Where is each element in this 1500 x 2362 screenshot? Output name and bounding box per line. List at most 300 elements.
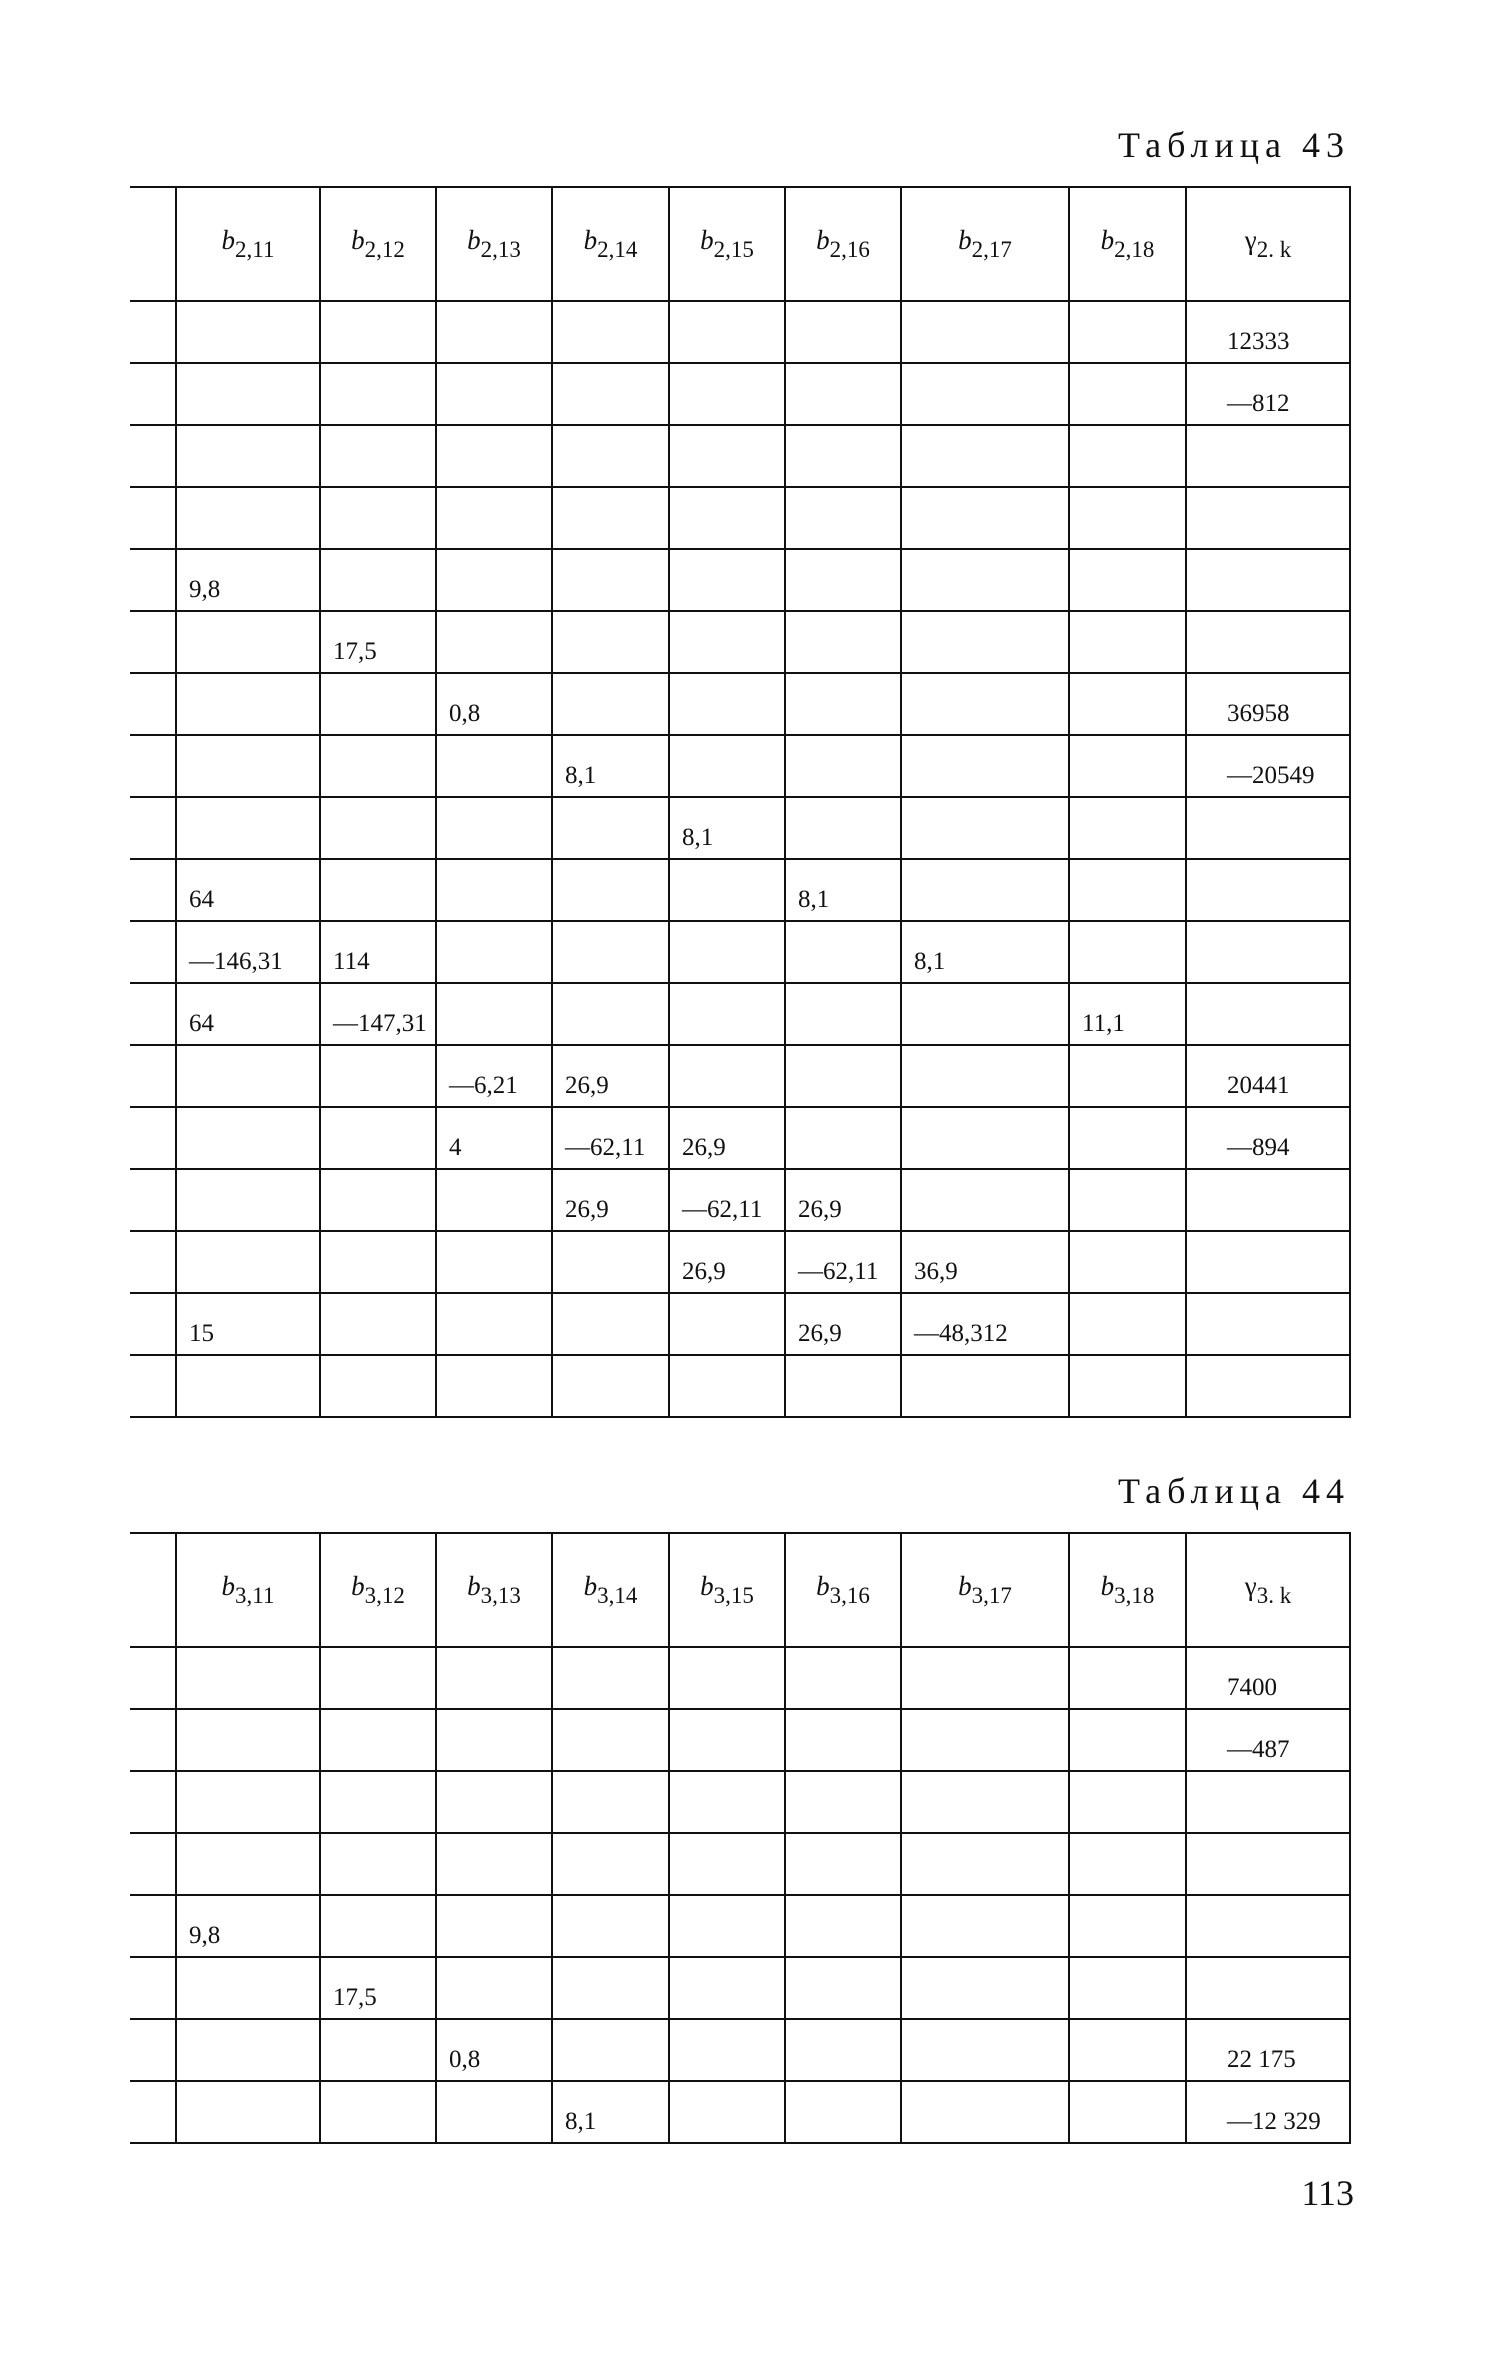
coefficient-cell — [901, 1045, 1069, 1107]
coefficient-cell — [552, 1709, 669, 1771]
coefficient-cell — [552, 859, 669, 921]
coefficient-cell — [552, 487, 669, 549]
coefficient-cell — [552, 1957, 669, 2019]
table-row — [130, 363, 1350, 425]
column-header-index: 3,11 — [235, 1583, 275, 1608]
coefficient-cell: 64 — [176, 859, 320, 921]
gamma-cell — [1186, 1169, 1350, 1231]
coefficient-cell — [320, 2019, 436, 2081]
coefficient-cell — [320, 1833, 436, 1895]
coefficient-cell — [785, 921, 901, 983]
column-header — [1069, 1533, 1186, 1647]
row-spacer — [130, 1231, 176, 1293]
coefficient-cell — [320, 673, 436, 735]
coefficient-cell — [1069, 1957, 1186, 2019]
coefficient-cell — [436, 301, 552, 363]
coefficient-cell — [1069, 1293, 1186, 1355]
coefficient-cell — [669, 2081, 785, 2143]
coefficient-cell — [785, 1107, 901, 1169]
coefficient-cell — [901, 673, 1069, 735]
gamma-cell — [1186, 1231, 1350, 1293]
header-spacer — [130, 187, 176, 301]
coefficient-cell — [436, 549, 552, 611]
coefficient-cell — [1069, 1169, 1186, 1231]
row-spacer — [130, 363, 176, 425]
coefficient-cell — [901, 983, 1069, 1045]
row-spacer — [130, 1169, 176, 1231]
coefficient-cell — [1069, 1709, 1186, 1771]
table-row — [130, 1293, 1350, 1355]
coefficient-cell — [176, 1107, 320, 1169]
coefficient-cell — [176, 487, 320, 549]
column-header — [669, 1533, 785, 1647]
coefficient-cell — [785, 1709, 901, 1771]
coefficient-cell — [901, 1895, 1069, 1957]
row-spacer — [130, 1709, 176, 1771]
table-row — [130, 1355, 1350, 1417]
coefficient-cell: 36,9 — [901, 1231, 1069, 1293]
gamma-cell: 12333 — [1186, 301, 1350, 363]
coefficient-cell — [320, 1169, 436, 1231]
gamma-cell — [1186, 487, 1350, 549]
table-row — [130, 1895, 1350, 1957]
coefficient-cell — [669, 2019, 785, 2081]
coefficient-cell — [176, 425, 320, 487]
coefficient-cell — [669, 1647, 785, 1709]
table-row — [130, 1231, 1350, 1293]
coefficient-cell — [552, 1355, 669, 1417]
coefficient-cell — [669, 673, 785, 735]
column-header — [785, 187, 901, 301]
coefficient-cell — [436, 735, 552, 797]
coefficient-cell — [176, 2081, 320, 2143]
gamma-cell — [1186, 859, 1350, 921]
gamma-cell — [1186, 549, 1350, 611]
coefficient-cell — [901, 1355, 1069, 1417]
table-44 — [130, 1532, 1351, 2144]
row-spacer — [130, 1647, 176, 1709]
row-spacer — [130, 2019, 176, 2081]
coefficient-cell — [669, 859, 785, 921]
coefficient-cell — [320, 301, 436, 363]
column-header-symbol: b — [351, 225, 365, 255]
coefficient-cell — [785, 549, 901, 611]
coefficient-cell — [785, 1833, 901, 1895]
gamma-cell: —812 — [1186, 363, 1350, 425]
table-row — [130, 549, 1350, 611]
coefficient-cell — [552, 549, 669, 611]
coefficient-cell — [552, 797, 669, 859]
coefficient-cell — [552, 2019, 669, 2081]
coefficient-cell — [552, 425, 669, 487]
column-header-index: 2,18 — [1114, 237, 1155, 262]
gamma-cell: —894 — [1186, 1107, 1350, 1169]
coefficient-cell — [901, 797, 1069, 859]
row-spacer — [130, 859, 176, 921]
coefficient-cell — [320, 425, 436, 487]
table-row — [130, 1107, 1350, 1169]
table-header-row — [130, 187, 1350, 301]
coefficient-cell — [669, 1771, 785, 1833]
coefficient-cell — [1069, 1895, 1186, 1957]
coefficient-cell: —147,31 — [320, 983, 436, 1045]
coefficient-cell — [552, 1771, 669, 1833]
gamma-cell: 36958 — [1186, 673, 1350, 735]
table-row — [130, 859, 1350, 921]
table-row — [130, 301, 1350, 363]
coefficient-cell — [176, 1355, 320, 1417]
coefficient-cell — [320, 487, 436, 549]
coefficient-cell — [320, 1045, 436, 1107]
coefficient-cell — [552, 673, 669, 735]
row-spacer — [130, 1771, 176, 1833]
coefficient-cell — [320, 1895, 436, 1957]
coefficient-cell — [785, 425, 901, 487]
row-spacer — [130, 673, 176, 735]
coefficient-cell — [1069, 549, 1186, 611]
column-header — [669, 187, 785, 301]
coefficient-cell — [669, 1833, 785, 1895]
column-header-index: 2,16 — [829, 237, 870, 262]
coefficient-cell — [1069, 611, 1186, 673]
coefficient-cell — [901, 1169, 1069, 1231]
row-spacer — [130, 2081, 176, 2143]
coefficient-cell — [320, 363, 436, 425]
coefficient-cell — [1069, 301, 1186, 363]
table-row — [130, 487, 1350, 549]
gamma-cell — [1186, 1293, 1350, 1355]
coefficient-cell — [436, 363, 552, 425]
column-header-index: 2,17 — [971, 237, 1012, 262]
gamma-cell — [1186, 797, 1350, 859]
coefficient-cell — [669, 1709, 785, 1771]
coefficient-cell — [436, 1771, 552, 1833]
row-spacer — [130, 1833, 176, 1895]
coefficient-cell — [785, 1895, 901, 1957]
coefficient-cell — [901, 611, 1069, 673]
coefficient-cell — [785, 983, 901, 1045]
column-header-index: 3,16 — [829, 1583, 870, 1608]
coefficient-cell — [785, 363, 901, 425]
column-header-symbol: b — [700, 225, 714, 255]
gamma-cell — [1186, 425, 1350, 487]
coefficient-cell — [1069, 363, 1186, 425]
coefficient-cell — [552, 363, 669, 425]
coefficient-cell — [901, 1709, 1069, 1771]
gamma-cell — [1186, 1895, 1350, 1957]
coefficient-cell — [436, 1647, 552, 1709]
coefficient-cell — [901, 487, 1069, 549]
coefficient-cell — [320, 549, 436, 611]
table-43 — [130, 186, 1351, 1418]
coefficient-cell — [901, 1107, 1069, 1169]
coefficient-cell — [1069, 487, 1186, 549]
coefficient-cell: 11,1 — [1069, 983, 1186, 1045]
column-header — [436, 187, 552, 301]
coefficient-cell — [552, 1647, 669, 1709]
column-header-index: 2,11 — [235, 237, 275, 262]
table-row — [130, 1957, 1350, 2019]
column-header — [552, 1533, 669, 1647]
table-header-row — [130, 1533, 1350, 1647]
coefficient-cell — [785, 1957, 901, 2019]
row-spacer — [130, 1895, 176, 1957]
gamma-cell — [1186, 983, 1350, 1045]
coefficient-cell — [1069, 921, 1186, 983]
coefficient-cell — [669, 1355, 785, 1417]
coefficient-cell — [785, 1355, 901, 1417]
coefficient-cell — [176, 2019, 320, 2081]
page-number: 113 — [1301, 2173, 1354, 2213]
coefficient-cell — [1069, 859, 1186, 921]
coefficient-cell — [1069, 735, 1186, 797]
coefficient-cell: 4 — [436, 1107, 552, 1169]
coefficient-cell: 64 — [176, 983, 320, 1045]
coefficient-cell — [320, 1709, 436, 1771]
coefficient-cell — [552, 921, 669, 983]
column-header — [176, 187, 320, 301]
coefficient-cell — [1069, 1355, 1186, 1417]
row-spacer — [130, 921, 176, 983]
coefficient-cell — [785, 1647, 901, 1709]
coefficient-cell — [176, 1709, 320, 1771]
gamma-cell — [1186, 921, 1350, 983]
coefficient-cell — [785, 735, 901, 797]
row-spacer — [130, 611, 176, 673]
coefficient-cell — [320, 1231, 436, 1293]
column-header — [901, 187, 1069, 301]
coefficient-cell — [1069, 1045, 1186, 1107]
column-header-index: 3,12 — [364, 1583, 405, 1608]
coefficient-cell — [320, 1355, 436, 1417]
column-header-symbol: b — [958, 225, 972, 255]
table-row — [130, 921, 1350, 983]
coefficient-cell — [176, 301, 320, 363]
gamma-cell — [1186, 611, 1350, 673]
table-row — [130, 983, 1350, 1045]
table-row — [130, 735, 1350, 797]
coefficient-cell — [320, 2081, 436, 2143]
coefficient-cell — [901, 859, 1069, 921]
column-header — [1069, 187, 1186, 301]
coefficient-cell: 26,9 — [785, 1169, 901, 1231]
column-header-symbol: b — [958, 1571, 972, 1601]
coefficient-cell — [785, 611, 901, 673]
coefficient-cell — [669, 301, 785, 363]
coefficient-cell — [669, 983, 785, 1045]
column-header-symbol: γ — [1244, 1571, 1257, 1601]
coefficient-cell — [785, 1771, 901, 1833]
coefficient-cell — [669, 1293, 785, 1355]
coefficient-cell — [785, 2081, 901, 2143]
gamma-cell: 7400 — [1186, 1647, 1350, 1709]
column-header — [1186, 187, 1350, 301]
coefficient-cell — [320, 1107, 436, 1169]
coefficient-cell — [669, 1957, 785, 2019]
coefficient-cell — [669, 487, 785, 549]
coefficient-cell: 0,8 — [436, 2019, 552, 2081]
column-header — [785, 1533, 901, 1647]
table-row — [130, 425, 1350, 487]
coefficient-cell — [901, 549, 1069, 611]
coefficient-cell — [1069, 673, 1186, 735]
table-44-caption: Таблица 44 — [1118, 1471, 1350, 1511]
coefficient-cell — [436, 1833, 552, 1895]
coefficient-cell — [901, 1833, 1069, 1895]
row-spacer — [130, 797, 176, 859]
column-header-index: 2,15 — [713, 237, 754, 262]
coefficient-cell — [669, 1045, 785, 1107]
coefficient-cell — [176, 1231, 320, 1293]
coefficient-cell — [901, 2019, 1069, 2081]
table-row — [130, 2081, 1350, 2143]
coefficient-cell — [436, 797, 552, 859]
coefficient-cell — [785, 301, 901, 363]
coefficient-cell: 26,9 — [669, 1231, 785, 1293]
coefficient-cell — [176, 797, 320, 859]
coefficient-cell: —62,11 — [552, 1107, 669, 1169]
coefficient-cell — [436, 859, 552, 921]
coefficient-cell — [552, 1833, 669, 1895]
coefficient-cell — [436, 1293, 552, 1355]
coefficient-cell — [785, 1045, 901, 1107]
column-header-index: 2. k — [1256, 237, 1292, 262]
coefficient-cell — [176, 1647, 320, 1709]
coefficient-cell — [669, 921, 785, 983]
column-header — [1186, 1533, 1350, 1647]
column-header-symbol: b — [221, 1571, 236, 1601]
coefficient-cell — [552, 611, 669, 673]
column-header-index: 2,14 — [597, 237, 638, 262]
coefficient-cell — [176, 1833, 320, 1895]
coefficient-cell — [669, 735, 785, 797]
row-spacer — [130, 487, 176, 549]
column-header-symbol: b — [1100, 225, 1115, 255]
coefficient-cell — [669, 549, 785, 611]
row-spacer — [130, 425, 176, 487]
coefficient-cell — [901, 363, 1069, 425]
column-header-index: 3,15 — [713, 1583, 754, 1608]
column-header-index: 3,13 — [480, 1583, 521, 1608]
coefficient-cell: 17,5 — [320, 1957, 436, 2019]
row-spacer — [130, 301, 176, 363]
column-header — [320, 187, 436, 301]
table-43-caption: Таблица 43 — [1118, 125, 1350, 165]
coefficient-cell — [436, 1169, 552, 1231]
table-row — [130, 611, 1350, 673]
coefficient-cell — [176, 735, 320, 797]
gamma-cell — [1186, 1771, 1350, 1833]
coefficient-cell — [176, 673, 320, 735]
coefficient-cell — [901, 301, 1069, 363]
coefficient-cell: 0,8 — [436, 673, 552, 735]
coefficient-cell — [176, 363, 320, 425]
table-row — [130, 1833, 1350, 1895]
column-header-symbol: b — [1100, 1571, 1115, 1601]
column-header — [552, 187, 669, 301]
coefficient-cell — [1069, 1647, 1186, 1709]
column-header-symbol: b — [816, 1571, 830, 1601]
column-header-symbol: b — [221, 225, 236, 255]
column-header — [320, 1533, 436, 1647]
coefficient-cell — [669, 1895, 785, 1957]
column-header-symbol: γ — [1244, 225, 1257, 255]
coefficient-cell — [436, 487, 552, 549]
coefficient-cell: 15 — [176, 1293, 320, 1355]
coefficient-cell: —62,11 — [785, 1231, 901, 1293]
coefficient-cell — [669, 363, 785, 425]
table-row — [130, 673, 1350, 735]
coefficient-cell: —6,21 — [436, 1045, 552, 1107]
coefficient-cell: 17,5 — [320, 611, 436, 673]
coefficient-cell — [669, 611, 785, 673]
table-row — [130, 1647, 1350, 1709]
coefficient-cell — [436, 1231, 552, 1293]
column-header-symbol: b — [467, 1571, 481, 1601]
coefficient-cell — [436, 1957, 552, 2019]
coefficient-cell — [176, 1169, 320, 1231]
coefficient-cell — [785, 2019, 901, 2081]
coefficient-cell — [436, 1709, 552, 1771]
coefficient-cell — [436, 983, 552, 1045]
coefficient-cell — [1069, 1771, 1186, 1833]
coefficient-cell — [436, 2081, 552, 2143]
column-header-index: 2,12 — [364, 237, 405, 262]
coefficient-cell — [176, 1957, 320, 2019]
coefficient-cell — [552, 1293, 669, 1355]
column-header-index: 3,17 — [971, 1583, 1012, 1608]
coefficient-cell: 8,1 — [669, 797, 785, 859]
coefficient-cell — [436, 425, 552, 487]
coefficient-cell — [320, 1647, 436, 1709]
coefficient-cell — [669, 425, 785, 487]
coefficient-cell — [1069, 1231, 1186, 1293]
gamma-cell: 22 175 — [1186, 2019, 1350, 2081]
coefficient-cell — [901, 1647, 1069, 1709]
coefficient-cell — [320, 1771, 436, 1833]
coefficient-cell — [1069, 1833, 1186, 1895]
row-spacer — [130, 1045, 176, 1107]
gamma-cell — [1186, 1355, 1350, 1417]
row-spacer — [130, 1293, 176, 1355]
table-row — [130, 1169, 1350, 1231]
column-header — [436, 1533, 552, 1647]
gamma-cell — [1186, 1957, 1350, 2019]
gamma-cell — [1186, 1833, 1350, 1895]
coefficient-cell — [901, 425, 1069, 487]
gamma-cell: —12 329 — [1186, 2081, 1350, 2143]
column-header-index: 3,14 — [597, 1583, 638, 1608]
coefficient-cell — [901, 735, 1069, 797]
coefficient-cell: —146,31 — [176, 921, 320, 983]
coefficient-cell: 9,8 — [176, 1895, 320, 1957]
table-row — [130, 1771, 1350, 1833]
coefficient-cell: 8,1 — [552, 735, 669, 797]
coefficient-cell — [320, 1293, 436, 1355]
coefficient-cell: 8,1 — [785, 859, 901, 921]
coefficient-cell — [552, 1895, 669, 1957]
table-row — [130, 1045, 1350, 1107]
coefficient-cell — [901, 1957, 1069, 2019]
coefficient-cell — [1069, 2019, 1186, 2081]
coefficient-cell — [436, 921, 552, 983]
coefficient-cell: —62,11 — [669, 1169, 785, 1231]
coefficient-cell — [785, 673, 901, 735]
gamma-cell: —487 — [1186, 1709, 1350, 1771]
coefficient-cell — [320, 735, 436, 797]
coefficient-cell: 26,9 — [669, 1107, 785, 1169]
header-spacer — [130, 1533, 176, 1647]
